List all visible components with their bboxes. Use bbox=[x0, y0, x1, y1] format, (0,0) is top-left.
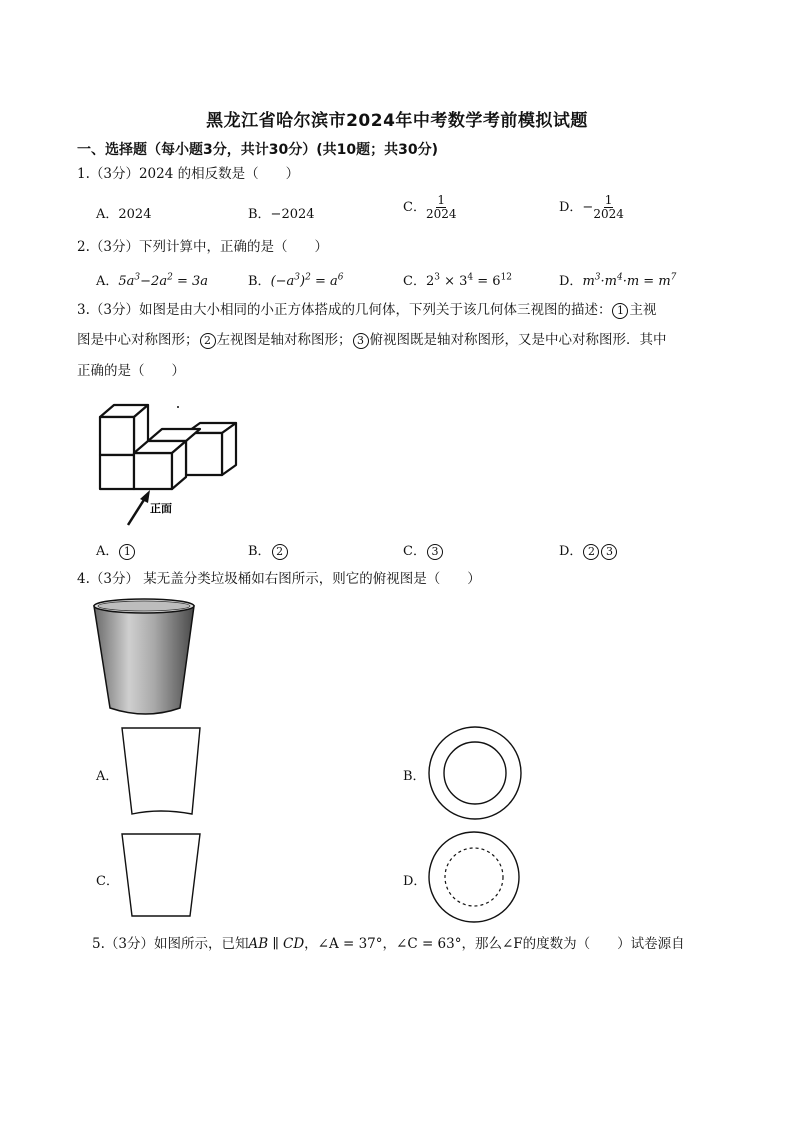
q4-option-c-shape bbox=[120, 832, 204, 918]
q1-option-c-prefix: C． bbox=[403, 200, 426, 215]
circled-1: 1 bbox=[612, 303, 628, 319]
q3-option-b[interactable] bbox=[248, 540, 289, 560]
q3-b-circled-2: 2 bbox=[272, 544, 288, 560]
q1-d-numerator: 1 bbox=[604, 193, 613, 207]
q3-option-d[interactable] bbox=[559, 540, 618, 560]
q3-option-c[interactable] bbox=[403, 540, 444, 560]
question-4-stem: 4.（3分） 某无盖分类垃圾桶如右图所示，则它的俯视图是（ ） bbox=[77, 571, 481, 587]
q3-d-circled-3: 3 bbox=[601, 544, 617, 560]
q1-option-b[interactable]: B．−2024 bbox=[248, 207, 315, 222]
q3-c-prefix: C． bbox=[403, 544, 426, 559]
question-3-line-1 bbox=[77, 295, 656, 325]
q2-c-prefix: C． bbox=[403, 274, 426, 289]
q2-a-prefix: A． bbox=[96, 274, 119, 289]
q4-option-a[interactable]: A． bbox=[96, 769, 119, 784]
question-5-stem bbox=[92, 929, 685, 959]
question-3-line-2 bbox=[77, 325, 667, 355]
q3-line2-text: 图是中心对称图形； bbox=[77, 332, 199, 348]
question-2-stem: 2.（3分）下列计算中，正确的是（ ） bbox=[77, 239, 328, 255]
q2-option-a[interactable] bbox=[96, 270, 208, 289]
q1-option-c[interactable] bbox=[403, 194, 457, 221]
q5-stem-text: 5.（3分）如图所示，已知 bbox=[92, 936, 249, 952]
q4-option-a-shape bbox=[120, 726, 204, 818]
q2-b-prefix: B． bbox=[248, 274, 271, 289]
question-3-line-3: 正确的是（ ） bbox=[77, 363, 185, 379]
q4-option-d-shape bbox=[428, 831, 522, 923]
q1-c-numerator: 1 bbox=[437, 193, 446, 207]
q3-line1-tail: 主视 bbox=[629, 302, 657, 318]
circled-2: 2 bbox=[200, 333, 216, 349]
q3-option-a[interactable] bbox=[96, 540, 136, 560]
q3-line1-text: 3.（3分）如图是由大小相同的小正方体搭成的几何体，下列关于该几何体三视图的描述： bbox=[77, 302, 612, 318]
q4-option-b-shape bbox=[428, 726, 524, 822]
q5-cd: CD bbox=[282, 936, 305, 952]
q3-a-prefix: A． bbox=[96, 544, 119, 559]
q2-d-expression: $m^3\cdot m^4\cdot m = m^7$ bbox=[582, 272, 677, 289]
q2-option-d[interactable] bbox=[559, 270, 676, 289]
q2-option-c[interactable] bbox=[403, 270, 512, 289]
q1-d-denominator: 2024 bbox=[593, 207, 624, 221]
q3-line2-tail: 俯视图既是轴对称图形，又是中心对称图形．其中 bbox=[369, 332, 667, 348]
q5-parallel: ∥ bbox=[268, 936, 283, 952]
section-heading: 一、选择题（每小题3分，共计30分）(共10题；共30分) bbox=[77, 142, 438, 158]
q4-option-d[interactable]: D． bbox=[403, 874, 427, 889]
page-title: 黑龙江省哈尔滨市2024年中考数学考前模拟试题 bbox=[206, 111, 588, 131]
q3-d-prefix: D． bbox=[559, 544, 583, 559]
q2-a-expression: $5a^3-2a^2 = 3a$ bbox=[118, 272, 208, 289]
q4-option-b[interactable]: B． bbox=[403, 769, 426, 784]
q5-ab: AB bbox=[248, 936, 269, 952]
question-1-stem: 1.（3分）2024 的相反数是（ ） bbox=[77, 166, 300, 182]
trash-bin-figure bbox=[92, 596, 202, 721]
q1-c-denominator: 2024 bbox=[425, 207, 457, 221]
q1-option-d-prefix: D．− bbox=[559, 200, 594, 215]
q3-d-circled-2: 2 bbox=[583, 544, 599, 560]
q5-angles: ，∠A = 37°，∠C = 63°，那么∠F的度数为（ ）试卷源自 bbox=[304, 936, 685, 952]
dot-mark bbox=[177, 406, 179, 408]
q4-option-c[interactable]: C． bbox=[96, 874, 119, 889]
circled-3: 3 bbox=[353, 333, 369, 349]
cube-figure bbox=[90, 395, 330, 535]
q3-c-circled-3: 3 bbox=[427, 544, 443, 560]
q3-line2-mid: 左视图是轴对称图形； bbox=[216, 332, 352, 348]
q1-option-d[interactable] bbox=[559, 194, 624, 221]
q3-a-circled-1: 1 bbox=[119, 544, 135, 560]
q1-option-a[interactable]: A．2024 bbox=[96, 207, 152, 222]
front-arrow-head bbox=[140, 490, 150, 503]
q3-b-prefix: B． bbox=[248, 544, 271, 559]
q2-c-expression: $2^3 \times 3^4 = 6^{12}$ bbox=[425, 272, 513, 289]
q2-d-prefix: D． bbox=[559, 274, 583, 289]
q2-b-expression: $(-a^3)^2 = a^6$ bbox=[270, 272, 344, 289]
q2-option-b[interactable] bbox=[248, 270, 343, 289]
front-label: 正面 bbox=[150, 502, 172, 515]
